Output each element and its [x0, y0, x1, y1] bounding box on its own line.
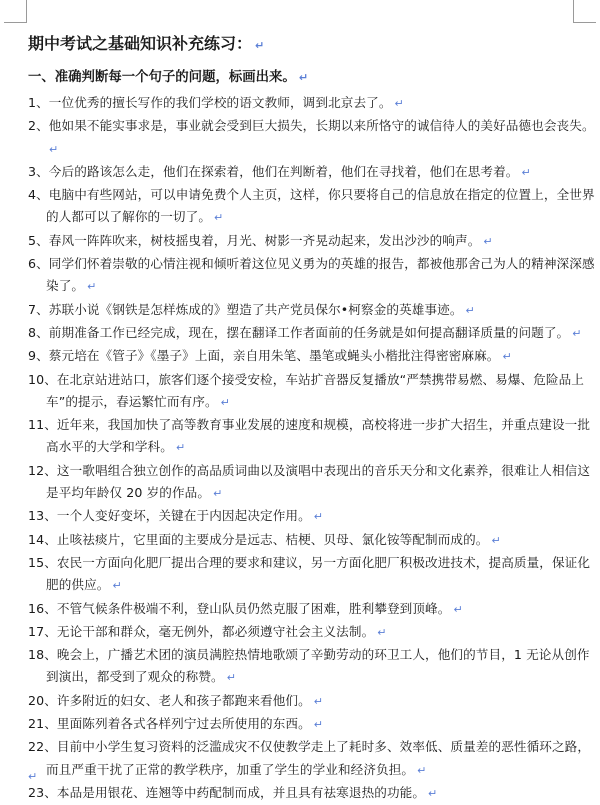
list-item-text: 17、无论干部和群众，毫无例外，都必须遵守社会主义法制。	[28, 623, 375, 639]
list-item	[28, 736, 598, 782]
paragraph-mark-icon: ↵	[49, 142, 59, 156]
list-item-text: 18、晚会上，广播艺术团的演员满腔热情地歌颂了辛勤劳动的环卫工人，他们的节目，1 无论从创作到演出，都受到了观众的称赞。	[28, 647, 590, 685]
list-item	[28, 529, 598, 552]
list-item	[28, 598, 598, 621]
document-body	[28, 32, 598, 805]
list-item-text: 11、近年来，我国加快了高等教育事业发展的速度和规模，高校将进一步扩大招生，并重点建设一批高水平的大学和学科。	[28, 417, 591, 455]
paragraph-mark-icon: ↵	[465, 303, 475, 317]
paragraph-mark-icon: ↵	[28, 770, 38, 783]
list-item	[28, 782, 598, 805]
paragraph-mark-icon: ↵	[175, 441, 186, 455]
question-list	[28, 92, 598, 805]
paragraph-mark-icon: ↵	[213, 487, 223, 501]
paragraph-mark-icon: ↵	[87, 280, 97, 294]
list-item-text: 22、目前中小学生复习资料的泛滥成灾不仅使教学走上了耗时多、效率低、质量差的恶性循环之路，而且严重干扰了正常的教学秩序，加重了学生的学业和经济负担。	[28, 739, 591, 777]
list-item	[28, 161, 598, 184]
paragraph-mark-icon: ↵	[483, 234, 493, 248]
paragraph-mark-icon: ↵	[417, 763, 427, 777]
page-corner-mark-top-right	[573, 0, 596, 23]
list-item	[28, 644, 598, 690]
list-item-text: 9、蔡元培在《管子》《墨子》上面，亲自用朱笔、墨笔或蝇头小楷批注得密密麻麻。	[28, 348, 500, 364]
list-item	[28, 505, 598, 528]
paragraph-mark-icon: ↵	[255, 39, 265, 52]
list-item	[28, 713, 598, 736]
list-item	[28, 253, 598, 299]
list-item-text: 7、苏联小说《钢铁是怎样炼成的》塑造了共产党员保尔•柯察金的英雄事迹。	[28, 301, 463, 317]
paragraph-mark-icon: ↵	[214, 211, 224, 225]
document-title: 期中考试之基础知识补充练习： ↵	[28, 34, 265, 53]
paragraph-mark-icon: ↵	[313, 718, 324, 732]
list-item-text: 10、在北京站进站口，旅客们逐个接受安检，车站扩音器反复播放“严禁携带易燃、易爆、危险品上车”的提示，春运繁忙而有序。	[28, 371, 584, 409]
list-item-text: 13、一个人变好变坏，关键在于内因起决定作用。	[28, 508, 311, 524]
list-item-text: 2、他如果不能实事求是，事业就会受到巨大损失，长期以来所恪守的诚信待人的美好品德也会丧失。	[28, 118, 595, 134]
list-item-text: 20、许多附近的妇女、老人和孩子都跑来看他们。	[28, 692, 311, 708]
list-item	[28, 414, 598, 460]
list-item	[28, 621, 598, 644]
paragraph-mark-icon: ↵	[313, 694, 324, 708]
list-item-text: 6、同学们怀着崇敬的心情注视和倾听着这位见义勇为的英雄的报告，都被他那舍己为人的精神深深感染了。	[28, 256, 595, 294]
list-item-text: 12、这一歌唱组合独立创作的高品质词曲以及演唱中表现出的音乐天分和文化素养，很难让人相信这是平均年龄仅 20 岁的作品。	[28, 462, 591, 501]
list-item-text: 5、春风一阵阵吹来，树枝摇曳着，月光、树影一齐晃动起来，发出沙沙的响声。	[28, 232, 481, 248]
list-item	[28, 369, 598, 415]
paragraph-mark-icon: ↵	[377, 625, 387, 639]
paragraph-mark-icon: ↵	[453, 602, 463, 616]
page-corner-mark-top-left	[4, 0, 27, 23]
paragraph-mark-icon: ↵	[226, 671, 237, 685]
list-item	[28, 552, 598, 598]
list-item-text: 16、不管气候条件极端不利，登山队员仍然克服了困难，胜利攀登到顶峰。	[28, 600, 451, 616]
list-item	[28, 184, 598, 230]
list-item	[28, 345, 598, 368]
list-item	[28, 230, 598, 253]
section-heading: 一、准确判断每一个句子的问题，标画出来。 ↵	[28, 70, 309, 85]
list-item	[28, 460, 598, 506]
list-item-text: 1、一位优秀的擅长写作的我们学校的语文教师，调到北京去了。	[28, 95, 392, 110]
paragraph-mark-icon: ↵	[220, 395, 230, 409]
list-item-text: 8、前期准备工作已经完成，现在，摆在翻译工作者面前的任务就是如何提高翻译质量的问题了。	[28, 324, 570, 340]
list-item-text: 15、农民一方面向化肥厂提出合理的要求和建议，另一方面化肥厂积极改进技术，提高质量，保证化肥的供应。	[28, 554, 591, 593]
list-item-text: 4、电脑中有些网站，可以申请免费个人主页，这样，你只要将自己的信息放在指定的位置上，全世界的人都可以了解你的一切了。	[28, 187, 595, 225]
list-item	[28, 299, 598, 322]
list-item-text: 23、本品是用银花、连翘等中药配制而成，并且具有祛寒退热的功能。	[28, 784, 426, 800]
list-item-text: 21、里面陈列着各式各样列宁过去所使用的东西。	[28, 716, 311, 732]
list-item	[28, 92, 598, 115]
list-item-text: 14、止咳祛痰片，它里面的主要成分是远志、桔梗、贝母、氯化铵等配制而成的。	[28, 531, 489, 547]
paragraph-mark-icon: ↵	[394, 97, 404, 110]
paragraph-mark-icon: ↵	[572, 326, 582, 340]
list-item-text: 3、今后的路该怎么走，他们在探索着，他们在判断着，他们在寻找着，他们在思考着。	[28, 163, 519, 179]
paragraph-mark-icon: ↵	[298, 71, 309, 84]
list-item	[28, 690, 598, 713]
paragraph-mark-icon: ↵	[491, 533, 501, 547]
paragraph-mark-icon: ↵	[502, 350, 512, 364]
list-item	[28, 115, 598, 161]
paragraph-mark-icon: ↵	[521, 165, 531, 179]
paragraph-mark-icon: ↵	[112, 579, 122, 593]
paragraph-mark-icon: ↵	[428, 786, 438, 800]
paragraph-mark-icon: ↵	[313, 510, 324, 524]
list-item	[28, 322, 598, 345]
